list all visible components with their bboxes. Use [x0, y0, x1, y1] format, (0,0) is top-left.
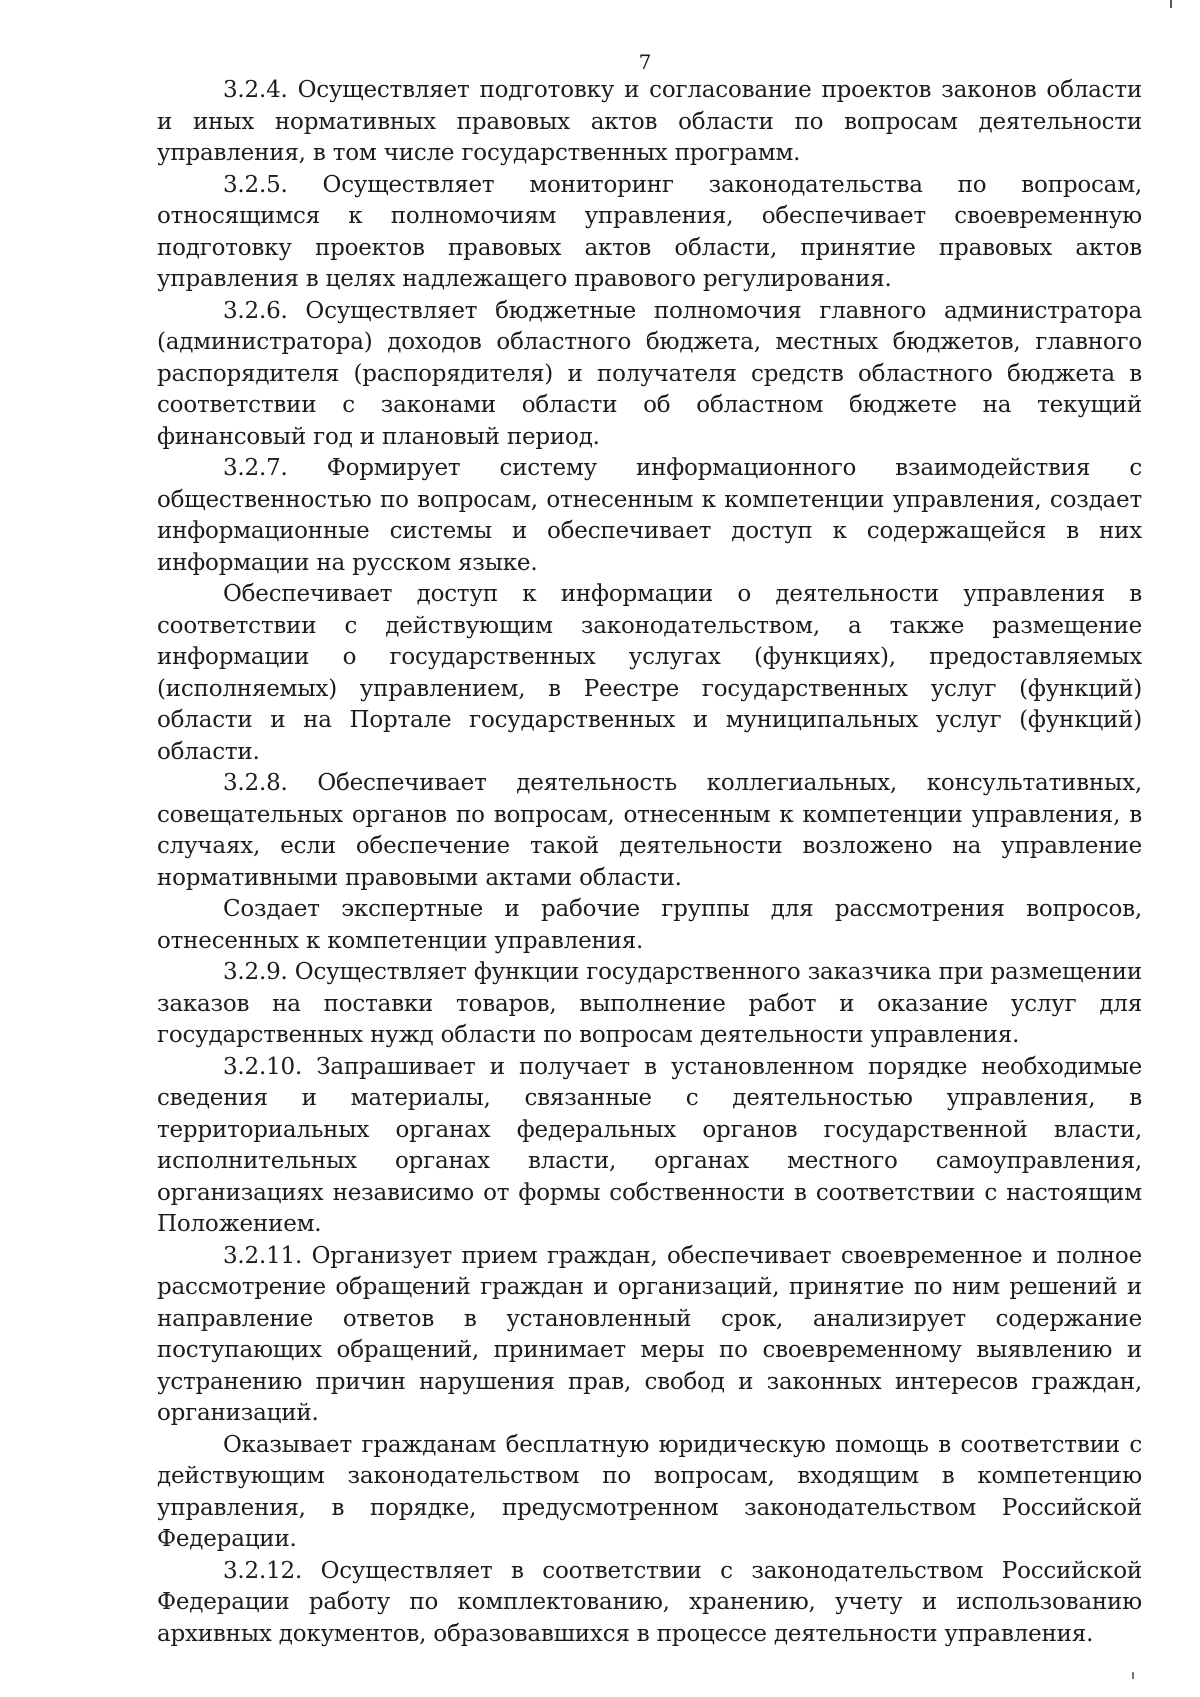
- paragraph-3-2-4: 3.2.4. Осуществляет подготовку и согласование проектов законов области и иных нормативных правовых актов области по вопросам деятельности управления, в том числе государственных программ.: [157, 77, 1142, 166]
- paragraph-3-2-8: 3.2.8. Обеспечивает деятельность коллегиальных, консультативных, совещательных органов по вопросам, отнесенным к компетенции управления, в случаях, если обеспечение такой деятельности возложено на управление нормативными правовыми актами области.: [157, 770, 1142, 891]
- paragraph-3-2-5: 3.2.5. Осуществляет мониторинг законодательства по вопросам, относящимся к полномочиям управления, обеспечивает своевременную подготовку проектов правовых актов области, принятие правовых актов управления в целях надлежащего правового регулирования.: [157, 171, 1142, 292]
- scan-mark-bottom: [1132, 1672, 1134, 1679]
- page-number: 7: [638, 50, 652, 74]
- paragraph-3-2-7-continued: Обеспечивает доступ к информации о деятельности управления в соответствии с действующим законодательством, а также размещение информации о государственных услугах (функциях), предоставляемых (исполняемых) управлением, в Реестре государственных услуг (функций) области и на Портале государственных и муниципальных услуг (функций) области.: [157, 581, 1142, 765]
- scan-mark-top: [1170, 0, 1172, 8]
- paragraph-3-2-12: 3.2.12. Осуществляет в соответствии с законодательством Российской Федерации работу по комплектованию, хранению, учету и использованию архивных документов, образовавшихся в процессе деятельности управления.: [157, 1557, 1142, 1647]
- paragraph-3-2-9: 3.2.9. Осуществляет функции государственного заказчика при размещении заказов на поставки товаров, выполнение работ и оказание услуг для государственных нужд области по вопросам деятельности управления.: [157, 959, 1142, 1048]
- paragraph-3-2-11: 3.2.11. Организует прием граждан, обеспечивает своевременное и полное рассмотрение обращений граждан и организаций, принятие по ним решений и направление ответов в установленный срок, анализирует содержание поступающих обращений, принимает меры по своевременному выявлению и устранению причин нарушения прав, свобод и законных интересов граждан, организаций.: [157, 1242, 1142, 1426]
- paragraph-3-2-6: 3.2.6. Осуществляет бюджетные полномочия главного администратора (администратора) доходов областного бюджета, местных бюджетов, главного распорядителя (распорядителя) и получателя средств областного бюджета в соответствии с законами области об областном бюджете на текущий финансовый год и плановый период.: [157, 297, 1142, 450]
- paragraph-3-2-7: 3.2.7. Формирует систему информационного взаимодействия с общественностью по вопросам, отнесенным к компетенции управления, создает информационные системы и обеспечивает доступ к содержащейся в них информации на русском языке.: [157, 455, 1142, 576]
- paragraph-3-2-8-continued: Создает экспертные и рабочие группы для рассмотрения вопросов, отнесенных к компетенции управления.: [157, 896, 1142, 954]
- paragraph-3-2-10: 3.2.10. Запрашивает и получает в установленном порядке необходимые сведения и материалы, связанные с деятельностью управления, в территориальных органах федеральных органов государственной власти, исполнительных органах власти, органах местного самоуправления, организациях независимо от формы собственности в соответствии с настоящим Положением.: [157, 1053, 1142, 1237]
- paragraph-3-2-11-continued: Оказывает гражданам бесплатную юридическую помощь в соответствии с действующим законодательством по вопросам, входящим в компетенцию управления, в порядке, предусмотренном законодательством Российской Федерации.: [157, 1431, 1142, 1552]
- document-body: [157, 75, 1142, 1650]
